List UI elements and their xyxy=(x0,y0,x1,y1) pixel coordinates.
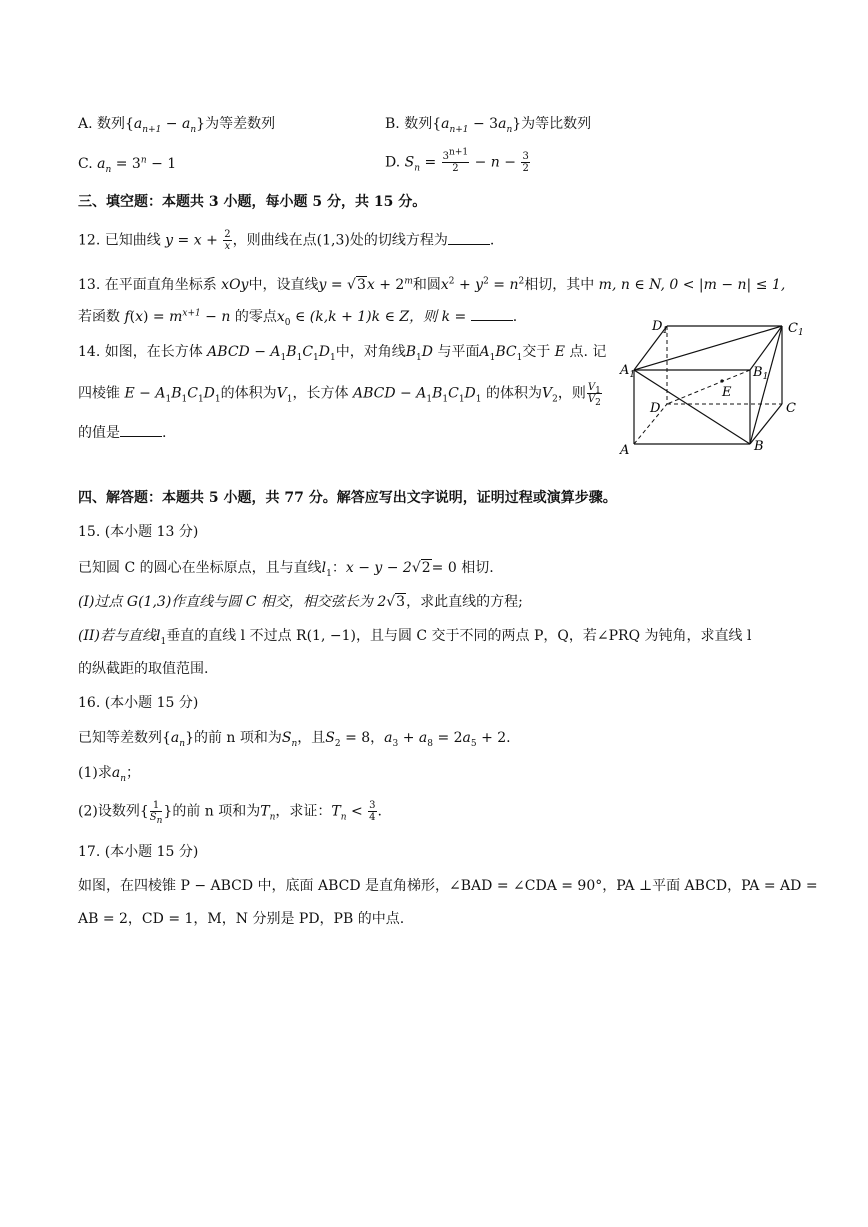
label-b: B xyxy=(754,439,764,454)
q13-text1: 中，设直线 xyxy=(248,277,319,293)
q14-line2c: ，长方体 xyxy=(292,385,349,402)
q16-stem-d: = 8， xyxy=(345,730,385,746)
question-13-line2: 若函数 $f(x) = m^{x+1} - n$ 的零点$x_0$ ∈ (k,k + 1)k ∈ Z，则 k = . xyxy=(78,306,517,327)
q16-p1: (1)求 xyxy=(78,765,112,781)
label-e: E xyxy=(722,385,732,400)
q14-line2e: ，则 xyxy=(557,385,586,402)
q13-line2-mid: 的零点 xyxy=(234,309,277,325)
q13-cond: m, n ∈ N, 0 < |m − n| ≤ 1, xyxy=(598,277,786,293)
question-14-line3 xyxy=(78,422,166,443)
q14-line1c: 与平面 xyxy=(437,344,480,360)
option-d: D. $S_n$ = $\frac{3^{n+1}}{2}$ − n − $\frac{3}{2}$ xyxy=(385,147,529,174)
q17-line1: 如图，在四棱锥 P − ABCD 中，底面 ABCD 是直角梯形，∠BAD = ∠CDA = 90°，PA ⊥平面 ABCD，PA = AD = xyxy=(78,878,818,894)
q15-stem-text: 已知圆 C 的圆心在坐标原点，且与直线 xyxy=(78,560,322,576)
q13-line2-cond: ∈ (k,k + 1)k ∈ Z，则 xyxy=(294,309,438,325)
q14-line1d: 交于 xyxy=(522,344,551,360)
q15-p2-b: 垂直的直线 l 不过点 R(1, −1)，且与圆 C 交于不同的两点 P，Q，若∠PRQ 为钝角，求直线 l xyxy=(166,628,752,644)
q15-stem-end: = 0 相切. xyxy=(431,560,494,576)
option-b: B. 数列$\{a_{n+1} - 3a_n\}$为等比数列 xyxy=(385,116,592,135)
q14-line2a: 四棱锥 xyxy=(78,385,120,402)
q16-stem: 已知等差数列$\{a_n\}$的前 n 项和为$S_n$，且$S_2 = 8$，$a_3 + a_8 = 2a_5 + 2$. xyxy=(78,730,511,749)
q15-p1-b: ，求此直线的方程; xyxy=(406,594,523,610)
label-d: D xyxy=(650,401,661,416)
label-b1: $B_1$ xyxy=(753,365,769,382)
q16-stem-f: = 2 xyxy=(437,730,463,746)
q13-prefix: 13. 在平面直角坐标系 xyxy=(78,277,217,293)
q13-coord: xOy xyxy=(221,277,249,293)
label-d1: $D_1$ xyxy=(652,319,669,336)
q13-text2: 和圆 xyxy=(412,277,441,293)
label-c1: $C_1$ xyxy=(788,321,804,338)
q15-stem-rad: 2 xyxy=(421,560,431,576)
section3-heading: 三、填空题：本题共 3 小题，每小题 5 分，共 15 分。 xyxy=(78,194,427,210)
label-a1: $A_1$ xyxy=(620,363,636,380)
q16-p1-end: ； xyxy=(126,765,140,781)
q15-stem: 已知圆 C 的圆心在坐标原点，且与直线$l_1$：x − y − 2√2= 0 相切. xyxy=(78,560,494,579)
q16-part2: (2)设数列{ $\frac{1}{S_n}$ }的前 n 项和为$T_n$，求证：$T_n$ < $\frac{3}{4}$ . xyxy=(78,800,382,826)
q16-stem-b: }的前 n 项和为 xyxy=(185,730,282,746)
q17-line2: AB = 2，CD = 1，M，N 分别是 PD，PB 的中点. xyxy=(78,911,405,927)
option-b-suffix: }为等比数列 xyxy=(512,116,592,132)
label-a: A xyxy=(620,443,630,458)
question-13-line1: 13. 在平面直角坐标系 xOy中，设直线$y = √3x + 2^m$和圆$x^2 + y^2 = n^2$相切，其中 m, n ∈ N, 0 < |m − n| ≤ 1, xyxy=(78,276,786,293)
q15-p1-a: (I)过点 G(1,3)作直线与圆 C 相交，相交弦长为 2 xyxy=(78,594,387,610)
q16-stem-g: + 2. xyxy=(481,730,511,746)
q15-part2: (II)若与直线$l_1$垂直的直线 l 不过点 R(1, −1)，且与圆 C 交于不同的两点 P，Q，若∠PRQ 为钝角，求直线 l xyxy=(78,628,752,647)
q16-p2-c: ，求证： xyxy=(275,803,332,820)
q17-title: 17. (本小题 15 分) xyxy=(78,844,199,860)
q16-title: 16. (本小题 15 分) xyxy=(78,695,199,711)
q12-end: . xyxy=(489,232,495,249)
q14-line1e: 点. 记 xyxy=(569,344,607,360)
q15-stem-eq: x − y − 2 xyxy=(345,560,412,576)
q15-title: 15. (本小题 13 分) xyxy=(78,524,199,540)
q14-line3: 的值是 xyxy=(78,425,120,441)
q13-blank[interactable] xyxy=(471,306,513,321)
option-c-prefix: C. xyxy=(78,156,98,172)
q16-stem-a: 已知等差数列{ xyxy=(78,730,171,746)
q14-blank[interactable] xyxy=(120,422,162,437)
option-d-prefix: D. xyxy=(385,154,405,171)
q12-blank[interactable] xyxy=(448,230,490,245)
q13-line2-prefix: 若函数 xyxy=(78,309,120,325)
q16-part1: (1)求$a_n$； xyxy=(78,765,140,784)
option-b-prefix: B. 数列{ xyxy=(385,116,442,132)
q13-text3: 相切，其中 xyxy=(524,277,595,293)
q14-line2d: 的体积为 xyxy=(485,385,542,402)
q15-p1-rad: 3 xyxy=(396,594,406,610)
label-c: C xyxy=(786,401,796,416)
q12-prefix: 12. 已知曲线 xyxy=(78,232,161,249)
q16-p2-a: (2)设数列{ xyxy=(78,803,149,820)
question-12: 12. 已知曲线 y = x + $\frac{2}{x}$ ，则曲线在点(1,3)处的切线方程为 . xyxy=(78,229,495,252)
q13-line2-end: . xyxy=(512,309,518,325)
question-14-line1: 14. 如图，在长方体 ABCD − $A_1B_1C_1D_1$中，对角线$B_1D$ 与平面$A_1BC_1$交于 E 点. 记 xyxy=(78,344,607,363)
option-c: C. $a_n = 3^n - 1$ xyxy=(78,155,177,175)
q14-line2b: 的体积为 xyxy=(220,385,277,402)
option-a-prefix: A. 数列{ xyxy=(78,116,134,132)
q16-p2-d: < xyxy=(350,803,363,820)
q15-part2-cont: 的纵截距的取值范围. xyxy=(78,661,209,677)
q12-mid: ，则曲线在点(1,3)处的切线方程为 xyxy=(232,232,448,249)
option-a-suffix: }为等差数列 xyxy=(196,116,276,132)
q14-line1b: 中，对角线 xyxy=(335,344,406,360)
q16-p2-b: }的前 n 项和为 xyxy=(163,803,261,820)
q16-stem-e: + xyxy=(402,730,415,746)
q14-line1: 14. 如图，在长方体 xyxy=(78,344,203,360)
q15-p2-a: (II)若与直线 xyxy=(78,628,156,644)
cuboid-figure xyxy=(612,314,812,460)
question-14-line2: 四棱锥 $E - A_1B_1C_1D_1$的体积为$V_1$，长方体 ABCD − $A_1B_1C_1D_1$ 的体积为$V_2$，则 $\frac{V_1}{V_2}$ xyxy=(78,382,601,408)
q15-part1: (I)过点 G(1,3)作直线与圆 C 相交，相交弦长为 2√3，求此直线的方程; xyxy=(78,594,523,610)
section4-heading: 四、解答题：本题共 5 小题，共 77 分。解答应写出文字说明，证明过程或演算步骤。 xyxy=(78,490,617,506)
q16-stem-c: ，且 xyxy=(297,730,326,746)
q14-line3-end: . xyxy=(162,425,167,441)
option-a: A. 数列$\{a_{n+1} - a_n\}$为等差数列 xyxy=(78,116,276,135)
